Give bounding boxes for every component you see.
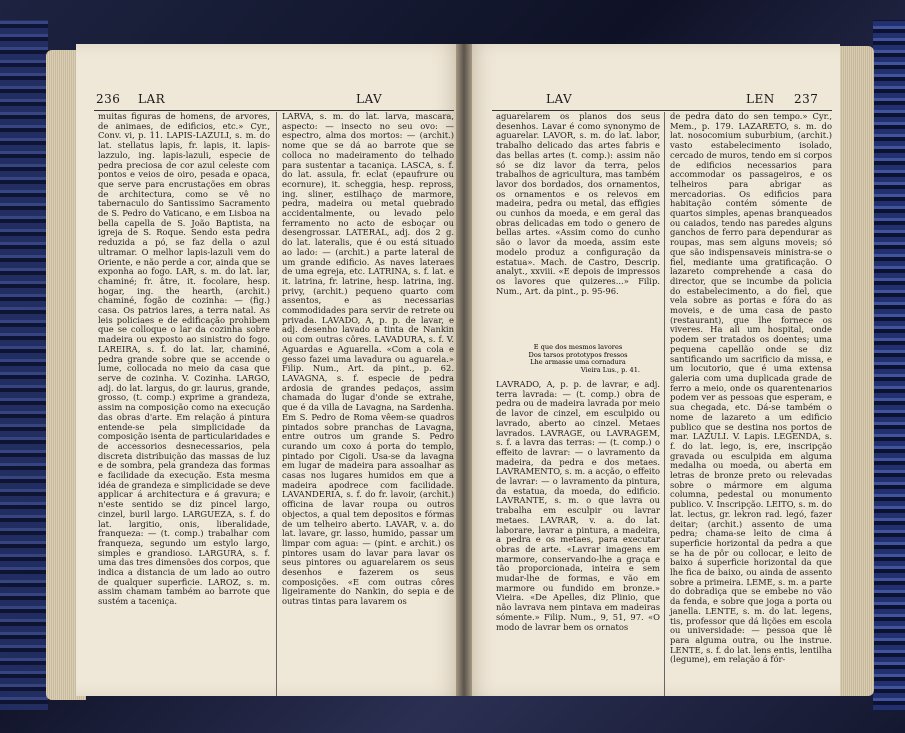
page-number-left: 236: [96, 92, 121, 106]
right-page: [464, 44, 840, 696]
quote-line: Dos tarsos prototypos fressos: [528, 350, 628, 359]
column-right-2: de pedra dato do sen tempo.» Cyr., Mem., p. 179. LAZARETO, s. m. do lat. nosocomium suburbium, (archit.) vasto estabelecimento isolado, cercado de muros, tendo em si corpos de edificios necessarios para accommodar os passageiros, e os telheiros para abrigar as mercadorias. Os edificios para habitação contém sómente de quartos simples, apenas branqueados ou caiados, tendo nas paredes alguns ganchos de ferro para dependurar as roupas, mas sem alguns moveis; só que são indispensaveis ministra-se o fiel, mediante uma gratificação. O lazareto comprehende a casa do director, que se incumbe da policia do estabelecimento, a do fiel, que vela sobre as portas e fóra do as moveis, e de uma casa de pasto (restaurant), que lhe fornece os viveres. Ha ali um hospital, onde podem ser tratados os doentes; uma pequena capellão onde se diz santificando um sacrificio da missa, e um locutorio, que é uma extensa galeria com uma duplicada grade de ferro a meio, onde os quarentenarios podem ver as pessoas que esperam, e sua chegada, etc. Dá-se também o nome de lazareto a um edificio publico que se destina nos portos de mar. LAZULI. V. Lapis. LEGENDA, s. f. do lat. lego, is, ere, inscripção gravada ou esculpida em alguma medalha ou moeda, ou aberta em letras de bronze preto ou relevadas sobre o mármore em alguma columna, pedestal ou monumento publico. V. Inscripção. LEITO, s. m. do lat. lectus, gr. lekron rad. legó, fazer deitar; (archit.) assento de uma pedra; chama-se leito de cima á superficie horizontal da pedra a que se ha de pôr ou collocar, e leito de baixo á superficie horizontal da que lhe fica de baixo, ou ainda de assento sobre a primeira. LEME, s. m. a parte do dobradiça que se embebe no vão da fenda, e sobre que joga a porta ou janella. LENTE, s. m. do lat. legens, tis, professor que dá lições em escola ou universidade: — pessoa que lê para alguma outra, ou lhe instrue. LENTE, s. f. do lat. lens entis, lentilha (legume), em relação á fór-: [670, 111, 832, 665]
page-number-right: 237: [794, 92, 819, 106]
running-head-right-2: LEN: [746, 92, 775, 106]
book-gutter: [456, 44, 472, 696]
page-stack-right: [838, 46, 874, 696]
column-right-1-top: aguarelarem os planos dos seus desenhos. Lavar é como synonymo de aguarelar. LAVOR, s. m. do lat. labor, trabalho delicado das artes fabris e das bellas artes (t. comp.): assim não só se diz lavor da terra, pelos trabalhos de agricultura, mas também lavor dos bordados, dos ornamentos, os ornamentos e os relevos em madeira, pedra ou metal, das effigies ou cunhos da moeda, e em geral das obras delicadas em todo o genero de bellas artes. «Assim como do cunho são o lavor da moeda, assim este modelo produz a configuração da estatua». Mach. de Castro, Descrip. analyt., xxviii. «E depois de impressos os lavores que quizeres...» Filip. Num., Art. da pint., p. 95-96.: [496, 112, 660, 296]
quote-line: E que dos mesmos lavores: [533, 343, 623, 351]
quote-attribution: Vieira Lus., p. 41.: [580, 365, 640, 374]
column-divider-left: [276, 112, 277, 696]
running-head-right-1: LAV: [546, 92, 573, 106]
marbled-cover-edge-left: [0, 20, 48, 710]
open-book: [46, 36, 874, 704]
column-left-2: LARVA, s. m. do lat. larva, mascara, aspecto: — insecto no seu ovo: — espectro, alma dos mortos: — (archit.) nome que se dá ao barrote que se colloca no madeiramento do telhado para sustentar a tacaniça. LASCA, s. f. do lat. assula, fr. eclat (epaufrure ou ecornure), it. scheggia, hesp. repross, ing. sliner, estilhaço de marmore, pedra, madeira ou metal quebrado accidentalmente, ou levado pelo ferramento no acto de esboçar ou desengrossar. LATERAL, adj. dos 2 g. do lat. lateralis, que é ou está situado ao lado: — (archit.) a parte lateral de um grande edificio. As naves lateraes de uma egreja, etc. LATRINA, s. f. lat. e it. latrina, fr. latrine, hesp. latrina, ing. privy, (archit.) pequeno quarto com assentos, e as necessarias commodidades para servir de retrete ou privada. LAVADO, A, p. p. de lavar, e adj. desenho lavado a tinta de Nankin ou com outras côres. LAVADURA, s. f. V. Aguardas e Aguarella. «Com a cola e gesso fazei uma lavadura ou aguarela.» Filip. Num., Art. da pint., p. 62. LAVAGNA, s. f. especie de pedra ardosia de grandes pedaços, assim chamada do lugar d'onde se extrahe, que é da villa de Lavagna, na Sardenha. Em S. Pedro de Roma vêem-se quadros pintados sobre pranchas de Lavagna, entre outros um grande S. Pedro curando um coxo á porta do templo, pintado por Cigoli. Usa-se da lavagna em lugar de madeira para assoalhar as casas nos lugares humidos em que a madeira apodrece com facilidade. LAVANDERIA, s. f. do fr. lavoir, (archit.) officina de lavar roupa ou outros objectos, a qual tem depositos e fórmas de um telheiro aberto. LAVAR, v. a. do lat. lavare, gr. lasso, humido, passar um limpar com agua: — (pint. e archit.) os pintores usam do lavar para lavar os seus pintores ou aguarelarem os seus desenhos e fazerem os seus composições. «E com outras côres ligeiramente do Nankin, do sepia e de outras tintas para lavarem os: [282, 111, 454, 607]
column-divider-right: [664, 112, 665, 696]
left-page: [76, 44, 464, 696]
column-right-1-bottom: LAVRADO, A, p. p. de lavrar, e adj. terra lavrada: — (t. comp.) obra de pedra ou de madeira lavrada por meio de lavor de cinzel, em esculpido ou lavrado, aberto ao cinzel. Metaes lavrados. LAVRAGE, ou LAVRAGEM, s. f. a lavra das terras: — (t. comp.) o effeito de lavrar: — o lavramento da madeira, da pedra e dos metaes. LAVRAMENTO, s. m. a acção, o effeito de lavrar: — o lavramento da pintura, da estatua, da moeda, do edificio. LAVRANTE, s. m. o que lavra ou trabalha em esculpir ou lavrar metaes. LAVRAR, v. a. do lat. laborare, lavrar a pintura, a madeira, a pedra e os metaes, para executar obras de arte. «Lavrar imagens em marmore, conservando-lhe a graça e tão proporcionada, inteira e sem mudar-lhe de formas, e vão em marmore ou fundido em bronze.» Vieira. «De Apelles, diz Plinio, que não lavrava nem pintava em madeiras sómente.» Filip. Num., 9, 51, 97. «O modo de lavrar bem os ornatos: [496, 379, 660, 632]
quote-line: Lhe armasse uma cornadura: [530, 358, 626, 367]
column-left-1: muitas figuras de homens, de arvores, de animaes, de edificios, etc.» Cyr., Conv. vi, p. 11. LAPIS-LAZULI, s. m. do lat. stellatus lapis, fr. lapis, it. lapis-lazzulo, ing. lapis-lazuli, especie de pedra preciosa de cor azul celeste com pontos e veios de oiro, pesada e opaca, que serve para encrustações em obras de architectura, como se vê no tabernaculo do Santissimo Sacramento de S. Pedro do Vaticano, e em Lisboa na bella capella de S. João Baptista, na igreja de S. Roque. Sendo esta pedra reduzida a pó, se faz della o azul ultramar. O melhor lapis-lazuli vem do Oriente, e não perde a cor, ainda que se exponha ao fogo. LAR, s. m. do lat. lar, chaminé; fr. âtre, it. focolare, hesp. hogar, ing. the hearth, (archit.) chaminé, fogão de cozinha: — (fig.) casa. Os patrios lares, a terra natal. As leis policiaes e de edificação prohibem que se colloque o lar da cozinha sobre madeira ou exposto ao sinistro do fogo. LAREIRA, s. f. do lat. lar, chaminé, pedra grande sobre que se accende o lume, collocada no meio da casa que serve de cozinha. V. Cozinha. LARGO, adj. do lat. largus, do gr. laurus, grande, grosso, (t. comp.) exprime a grandeza, assim na composição como na execução das obras d'arte. Em relação á pintura entende-se pela simplicidade da composição isenta de particularidades e de accessorios desnecessarios, pela discreta distribuição das massas de luz e de sombra, pela grandeza das formas e facilidade da execução. Esta mesma idéa de grandeza e simplicidade se deve applicar á architectura e á gravura; e n'este sentido se diz pincel largo, cinzel, buril largo. LARGUEZA, s. f. do lat. largitio, onis, liberalidade, franqueza: — (t. comp.) trabalhar com franqueza, segundo um estylo largo, simples e grandioso. LARGURA, s. f. uma das tres dimensões dos corpos, que indica a distancia de um lado ao outro de qualquer superficie. LAROZ, s. m. assim chamam também ao barrote que sustém a taceniça.: [98, 111, 271, 607]
running-head-left-2: LAV: [356, 92, 383, 106]
marbled-cover-edge-right: [873, 20, 905, 710]
running-head-left-1: LAR: [138, 92, 166, 106]
verse-quote: [516, 344, 640, 374]
